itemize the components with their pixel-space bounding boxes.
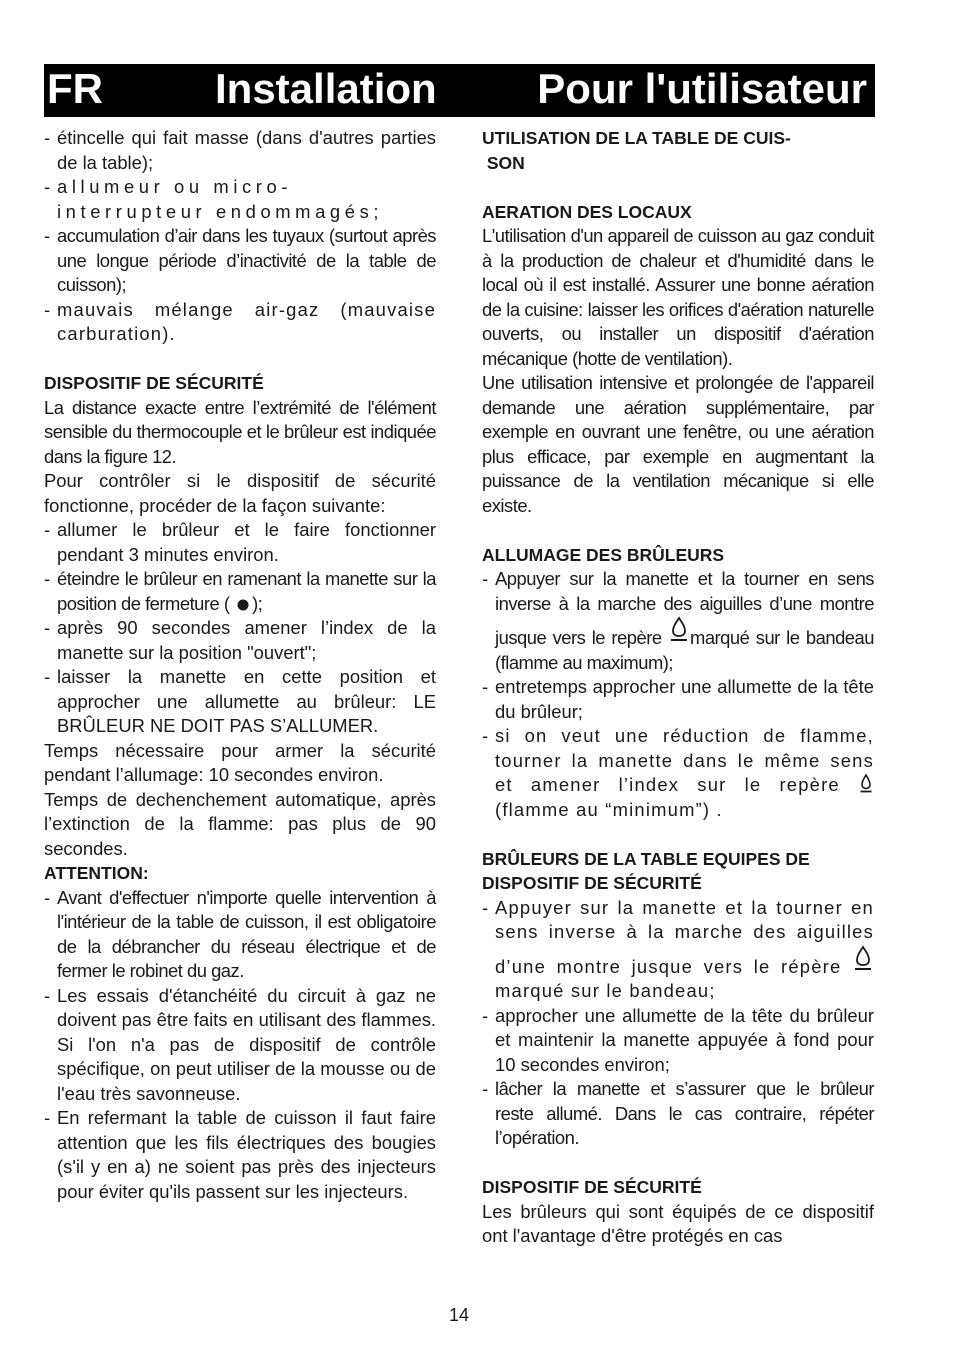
paragraph: L'utilisation d'un appareil de cuisson au gaz conduit à la production de chaleur et d'humidité dans le local où il est installé. Assurer une bonne aération de la cuisine: laisser les orifices d'aération naturelle ouverts, ou installer un dispositif d'aération mécanique (hotte de ventilation). (482, 225, 874, 369)
list-item: - après 90 secondes amener l’index de la manette sur la position "ouvert"; (44, 617, 436, 663)
list-item: - Avant d'effectuer n'importe quelle intervention à l'intérieur de la table de cuisson, il est obligatoire de la débrancher du réseau électrique et de fermer le robinet du gaz. (44, 886, 436, 981)
list-item: - mauvais mélange air-gaz (mauvaise carburation). (44, 298, 436, 344)
list-item: - entretemps approcher une allumette de la tête du brûleur; (482, 676, 874, 722)
left-column (44, 126, 436, 1204)
header-language: FR (47, 65, 103, 112)
list-item: - laisser la manette en cette position et approcher une allumette au brûleur: LE BRÛLEUR NE DOIT PAS S’ALLUMER. (44, 666, 436, 736)
paragraph: Pour contrôler si le dispositif de sécurité fonctionne, procéder de la façon suivante: (44, 470, 436, 516)
list-item: - étincelle qui fait masse (dans d'autres parties de la table); (44, 127, 436, 173)
section-heading-securite: DISPOSITIF DE SÉCURITÉ (44, 373, 264, 393)
paragraph: Les brûleurs qui sont équipés de ce dispositif ont l'avantage d'être protégés en cas (482, 1200, 874, 1246)
section-heading-aeration: AERATION DES LOCAUX (482, 201, 692, 222)
flame-min-icon (860, 773, 872, 793)
page-header (44, 64, 875, 117)
list-item: - si on veut une réduction de flamme, tourner la manette dans le même sens et amener l’index sur le repère (flamme au “minimum”) . (482, 725, 874, 820)
header-section: Installation (215, 65, 437, 112)
list-item: - accumulation d’air dans les tuyaux (surtout après une longue période d’inactivité de la table de cuisson); (44, 225, 436, 295)
closed-position-icon (236, 598, 250, 612)
list-item: - allumer le brûleur et le faire fonctionner pendant 3 minutes environ. (44, 519, 436, 565)
list-item: - Appuyer sur la manette et la tourner en sens inverse à la marche des aiguilles d’une montre jusque vers le repère marqué sur le bandeau (flamme au maximum); (482, 568, 874, 673)
list-item: - allumeur ou micro-interrupteur endommagés; (44, 176, 384, 222)
section-heading-allumage: ALLUMAGE DES BRÛLEURS (482, 544, 725, 565)
list-item: - Appuyer sur la manette et la tourner en sens inverse à la marche des aiguilles d’une montre jusque vers le répère marqué sur le bandeau; (482, 896, 874, 1001)
paragraph: Une utilisation intensive et prolongée de l'appareil demande une aération supplémentaire, par exemple en ouvrant une fenêtre, ou une aération plus efficace, par exemple en augmentant la puissance de la ventilation mécanique si elle existe. (482, 372, 874, 516)
header-audience: Pour l'utilisateur (537, 65, 867, 112)
list-item: - éteindre le brûleur en ramenant la manette sur la position de fermeture ( ); (44, 568, 436, 614)
right-column (482, 126, 874, 1249)
list-item: - En refermant la table de cuisson il faut faire attention que les fils électriques des bougies (s'il y en a) ne soient pas près des injecteurs pour éviter qu'ils passent sur les injecteurs. (44, 1107, 436, 1202)
section-heading-utilisation: UTILISATION DE LA TABLE DE CUIS- SON (482, 128, 791, 173)
section-heading-attention: ATTENTION: (44, 863, 149, 883)
page-number: 14 (448, 1305, 470, 1325)
flame-max-icon (854, 945, 872, 971)
list-item: - lâcher la manette et s’assurer que le brûleur reste allumé. Dans le cas contraire, répéter l’opération. (482, 1078, 874, 1148)
paragraph: Temps de dechenchement automatique, après l’extinction de la flamme: pas plus de 90 secondes. (44, 788, 436, 859)
flame-max-icon (670, 616, 688, 642)
section-heading-bruleurs: BRÛLEURS DE LA TABLE EQUIPES DE DISPOSITIF DE SÉCURITÉ (482, 848, 810, 893)
list-item: - Les essais d'étanchéité du circuit à gaz ne doivent pas être faits en utilisant des flammes. Si l'on n'a pas de dispositif de contrôle spécifique, on peut utiliser de la mousse ou de l'eau très savonneuse. (44, 984, 436, 1104)
list-item: - approcher une allumette de la tête du brûleur et maintenir la manette appuyée à fond pour 10 secondes environ; (482, 1004, 874, 1075)
paragraph: Temps nécessaire pour armer la sécurité pendant l’allumage: 10 secondes environ. (44, 739, 436, 785)
section-heading-securite: DISPOSITIF DE SÉCURITÉ (482, 1177, 702, 1197)
paragraph: La distance exacte entre l’extrémité de l'élément sensible du thermocouple et le brûleur est indiquée dans la figure 12. (44, 396, 436, 467)
